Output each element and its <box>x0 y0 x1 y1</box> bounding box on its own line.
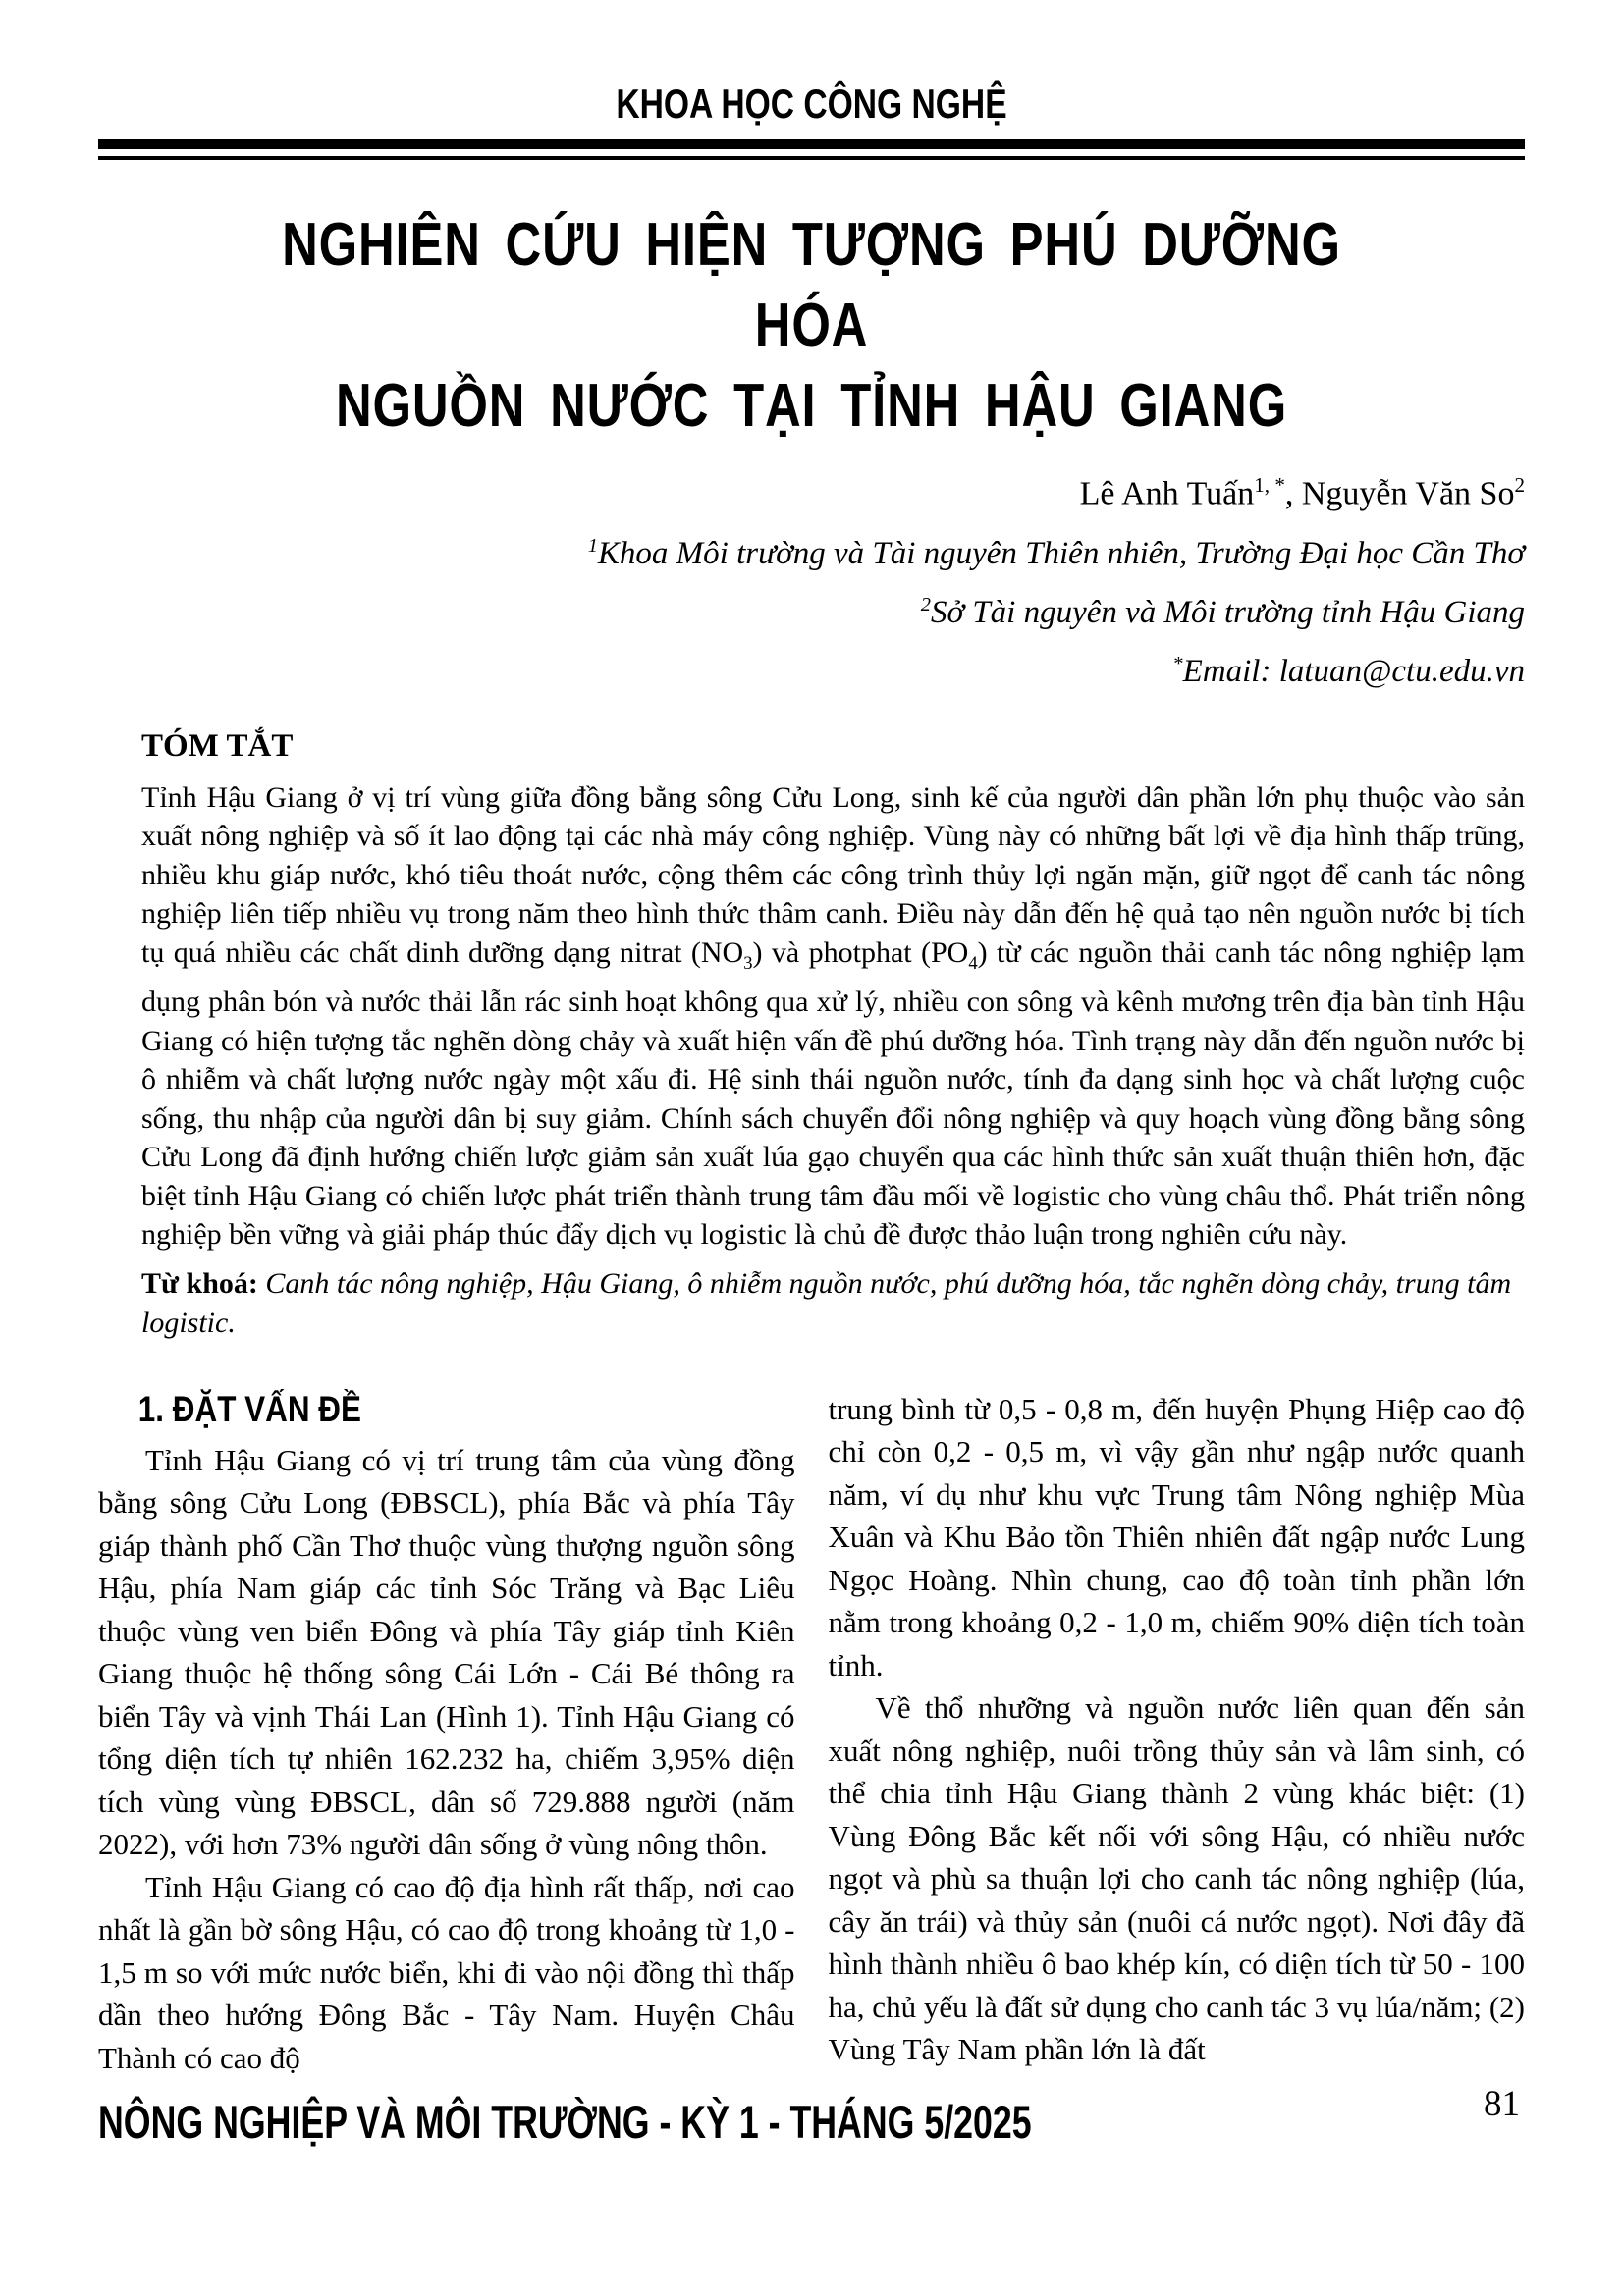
affiliation-1-text: Khoa Môi trường và Tài nguyên Thiên nhiên, Trường Đại học Cần Thơ <box>597 536 1525 572</box>
article-title-line2: NGUỒN NƯỚC TẠI TỈNH HẬU GIANG <box>335 372 1288 441</box>
email-superscript: * <box>1172 653 1183 675</box>
keywords-line <box>141 1264 1525 1343</box>
page-number: 81 <box>1484 2084 1520 2124</box>
keywords-label: Từ khoá: <box>141 1266 258 1300</box>
article-title <box>227 205 1396 447</box>
right-column <box>829 1388 1526 2080</box>
left-column <box>98 1388 795 2080</box>
affiliation-2-text: Sở Tài nguyên và Môi trường tỉnh Hậu Giang <box>930 595 1525 631</box>
abstract-heading: TÓM TẮT <box>141 728 294 765</box>
keywords-text: Canh tác nông nghiệp, Hậu Giang, ô nhiễm nguồn nước, phú dưỡng hóa, tắc nghẽn dòng chảy, trung tâm logistic. <box>141 1266 1512 1339</box>
affiliation-2 <box>98 585 1525 632</box>
author-1-superscript: 1, * <box>1254 473 1285 498</box>
email-text: Email: latuan@ctu.edu.vn <box>1182 654 1525 690</box>
article-title-line1: NGHIÊN CỨU HIỆN TƯỢNG PHÚ DƯỠNG HÓA <box>282 211 1341 360</box>
abstract-section <box>98 728 1525 1342</box>
footer-journal-line: NÔNG NGHIỆP VÀ MÔI TRƯỜNG - KỲ 1 - THÁNG 5/2025 <box>98 2096 1032 2148</box>
author-2: Nguyễn Văn So <box>1301 475 1515 512</box>
running-head: KHOA HỌC CÔNG NGHỆ <box>616 80 1007 127</box>
affiliation-2-superscript: 2 <box>920 594 931 616</box>
page-footer <box>98 2084 1525 2148</box>
header-rule <box>98 139 1525 160</box>
right-column-paragraph-1: trung bình từ 0,5 - 0,8 m, đến huyện Phụng Hiệp cao độ chỉ còn 0,2 - 0,5 m, vì vậy gần như ngập nước quanh năm, ví dụ như khu vực Trung tâm Nông nghiệp Mùa Xuân và Khu Bảo tồn Thiên nhiên đất ngập nước Lung Ngọc Hoàng. Nhìn chung, cao độ toàn tỉnh phần lớn nằm trong khoảng 0,2 - 1,0 m, chiếm 90% diện tích toàn tỉnh. <box>828 1391 1525 1682</box>
author-2-superscript: 2 <box>1514 473 1525 498</box>
section-1-heading: 1. ĐẶT VẤN ĐỀ <box>137 1388 361 1429</box>
email-line <box>98 644 1525 691</box>
left-column-paragraph-2: Tỉnh Hậu Giang có cao độ địa hình rất thấp, nơi cao nhất là gần bờ sông Hậu, có cao độ trong khoảng từ 1,0 - 1,5 m so với mức nước biển, khi đi vào nội đồng thì thấp dần theo hướng Đông Bắc - Tây Nam. Huyện Châu Thành có cao độ <box>98 1869 795 2075</box>
left-column-paragraph-1: Tỉnh Hậu Giang có vị trí trung tâm của vùng đồng bằng sông Cửu Long (ĐBSCL), phía Bắc và phía Tây giáp thành phố Cần Thơ thuộc vùng thượng nguồn sông Hậu, phía Nam giáp các tỉnh Sóc Trăng và Bạc Liêu thuộc vùng ven biển Đông và phía Tây giáp tỉnh Kiên Giang thuộc hệ thống sông Cái Lớn - Cái Bé thông ra biển Tây và vịnh Thái Lan (Hình 1). Tỉnh Hậu Giang có tổng diện tích tự nhiên 162.232 ha, chiếm 3,95% diện tích vùng vùng ĐBSCL, dân số 729.888 người (năm 2022), với hơn 73% người dân sống ở vùng nông thôn. <box>98 1442 795 1862</box>
authors-separator: , <box>1284 475 1302 512</box>
affiliation-1-superscript: 1 <box>587 535 598 558</box>
right-column-paragraph-2: Về thổ nhưỡng và nguồn nước liên quan đến sản xuất nông nghiệp, nuôi trồng thủy sản và lâm sinh, có thể chia tỉnh Hậu Giang thành 2 vùng khác biệt: (1) Vùng Đông Bắc kết nối với sông Hậu, có nhiều nước ngọt và phù sa thuận lợi cho canh tác nông nghiệp (lúa, cây ăn trái) và thủy sản (nuôi cá nước ngọt). Nơi đây đã hình thành nhiều ô bao khép kín, có diện tích từ 50 - 100 ha, chủ yếu là đất sử dụng cho canh tác 3 vụ lúa/năm; (2) Vùng Tây Nam phần lớn là đất <box>828 1690 1525 2067</box>
author-1: Lê Anh Tuấn <box>1079 475 1255 512</box>
affiliation-1 <box>98 526 1525 573</box>
two-column-body <box>98 1388 1525 2080</box>
abstract-text: Tỉnh Hậu Giang ở vị trí vùng giữa đồng bằng sông Cửu Long, sinh kế của người dân phần lớn phụ thuộc vào sản xuất nông nghiệp và số ít lao động tại các nhà máy công nghiệp. Vùng này có những bất lợi về địa hình thấp trũng, nhiều khu giáp nước, khó tiêu thoát nước, cộng thêm các công trình thủy lợi ngăn mặn, giữ ngọt để canh tác nông nghiệp liên tiếp nhiều vụ trong năm theo hình thức thâm canh. Điều này dẫn đến hệ quả tạo nên nguồn nước bị tích tụ quá nhiều các chất dinh dưỡng dạng nitrat $(NO_3)$ và photphat $(PO_4)$ từ các nguồn thải canh tác nông nghiệp lạm dụng phân bón và nước thải lẫn rác sinh hoạt không qua xử lý, nhiều con sông và kênh mương trên địa bàn tỉnh Hậu Giang có hiện tượng tắc nghẽn dòng chảy và xuất hiện vấn đề phú dưỡng hóa. Tình trạng này dẫn đến nguồn nước bị ô nhiễm và chất lượng nước ngày một xấu đi. Hệ sinh thái nguồn nước, tính đa dạng sinh học và chất lượng cuộc sống, thu nhập của người dân bị suy giảm. Chính sách chuyển đổi nông nghiệp và quy hoạch vùng đồng bằng sông Cửu Long đã định hướng chiến lược giảm sản xuất lúa gạo chuyển qua các hình thức sản xuất thuận thiên hơn, đặc biệt tỉnh Hậu Giang có chiến lược phát triển thành trung tâm đầu mối về logistic cho vùng châu thổ. Phát triển nông nghiệp bền vững và giải pháp thúc đẩy dịch vụ logistic là chủ đề được thảo luận trong nghiên cứu này. <box>141 780 1526 1252</box>
authors-line <box>98 464 1525 514</box>
